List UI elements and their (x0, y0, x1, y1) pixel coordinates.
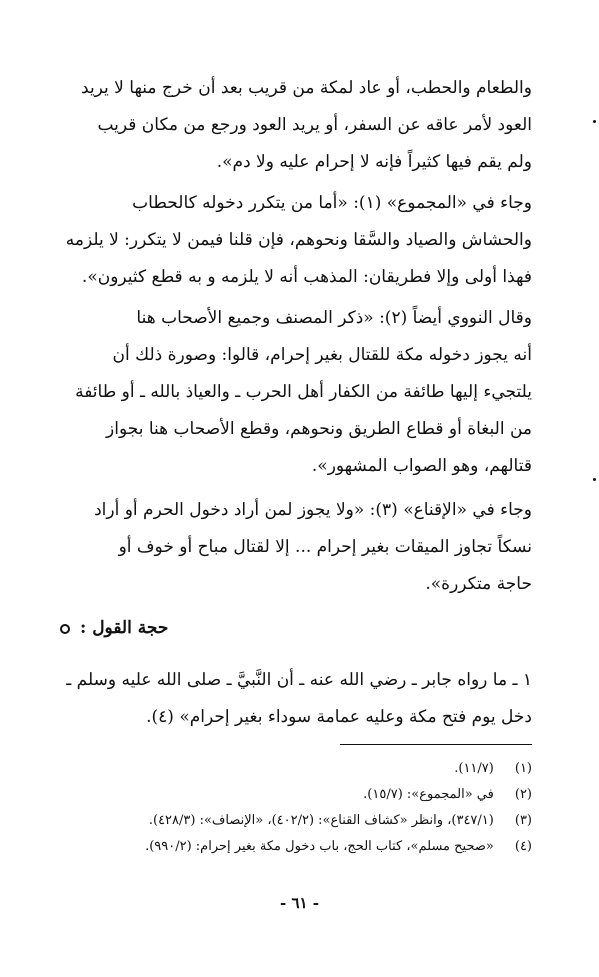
footnote-text: في «المجموع»: (١٥/٧). (363, 787, 494, 802)
footnote-text: (٣٤٧/١)، وانظر «كشاف القناع»: (٤٠٢/٢)، «الإنصاف»: (٤٢٨/٣). (148, 813, 494, 828)
footnote-text: (١١/٧). (454, 761, 494, 776)
footnote-number: (١) (514, 761, 532, 776)
text-line: وجاء في «المجموع» (١): «أما من يتكرر دخوله كالحطاب (132, 193, 532, 213)
margin-mark (593, 478, 596, 481)
paragraph-1 (60, 70, 532, 181)
paragraph-2 (60, 185, 532, 296)
text-line: نسكاً تجاوز الميقات بغير إحرام ... إلا لقتال مباح أو خوف أو (118, 537, 532, 557)
footnotes (60, 756, 532, 860)
text-line: دخل يوم فتح مكة وعليه عمامة سوداء بغير إحرام» (٤). (146, 707, 532, 727)
text-line: والطعام والحطب، أو عاد لمكة من قريب بعد أن خرج منها لا يريد (81, 78, 532, 98)
text-line: وقال النووي أيضاً (٢): «ذكر المصنف وجميع الأصحاب هنا (136, 308, 532, 328)
text-line: ١ ـ ما رواه جابر ـ رضي الله عنه ـ أن النَّبيَّ ـ صلى الله عليه وسلم ـ (66, 670, 532, 690)
footnote-number: (٣) (514, 813, 532, 828)
heading-text: حجة القول : (80, 618, 169, 638)
text-line: فهذا أولى وإلا فطريقان: المذهب أنه لا يلزمه و به قطع كثيرون». (81, 267, 532, 287)
text-line: العود لأمر عاقه عن السفر، أو يريد العود ورجع من مكان قريب (97, 115, 532, 135)
paragraph-4 (60, 492, 532, 603)
text-line: وجاء في «الإقناع» (٣): «ولا يجوز لمن أراد دخول الحرم أو أراد (94, 500, 532, 520)
text-line: قتالهم، وهو الصواب المشهور». (311, 456, 532, 476)
text-line: من البغاة أو قطاع الطريق ونحوهم، وقطع الأصحاب هنا بجواز (106, 419, 532, 439)
circle-bullet-icon (60, 624, 70, 634)
footnote (60, 834, 532, 860)
paragraph-3 (60, 300, 532, 485)
footnote-number: (٢) (514, 787, 532, 802)
text-line: والحشاش والصياد والسَّقا ونحوهم، فإن قلنا فيمن لا يتكرر: لا يلزمه (65, 230, 532, 250)
footnote-number: (٤) (514, 839, 532, 854)
margin-mark (593, 120, 596, 123)
footnote (60, 782, 532, 808)
page-number: - ٦١ - (279, 894, 320, 912)
footnote (60, 808, 532, 834)
evidence-item (60, 662, 532, 736)
text-line: حاجة متكررة». (425, 574, 532, 594)
footnote-text: «صحيح مسلم»، كتاب الحج، باب دخول مكة بغير إحرام: (٩٩٠/٢). (145, 839, 494, 854)
footnote (60, 756, 532, 782)
text-line: يلتجيء إليها طائفة من الكفار أهل الحرب ـ والعياذ بالله ـ أو طائفة (75, 382, 532, 402)
text-line: ولم يقم فيها كثيراً فإنه لا إحرام عليه ولا دم». (216, 152, 532, 172)
section-heading (60, 610, 532, 647)
footnote-divider (340, 744, 532, 745)
text-line: أنه يجوز دخوله مكة للقتال بغير إحرام، قالوا: وصورة ذلك أن (112, 345, 532, 365)
